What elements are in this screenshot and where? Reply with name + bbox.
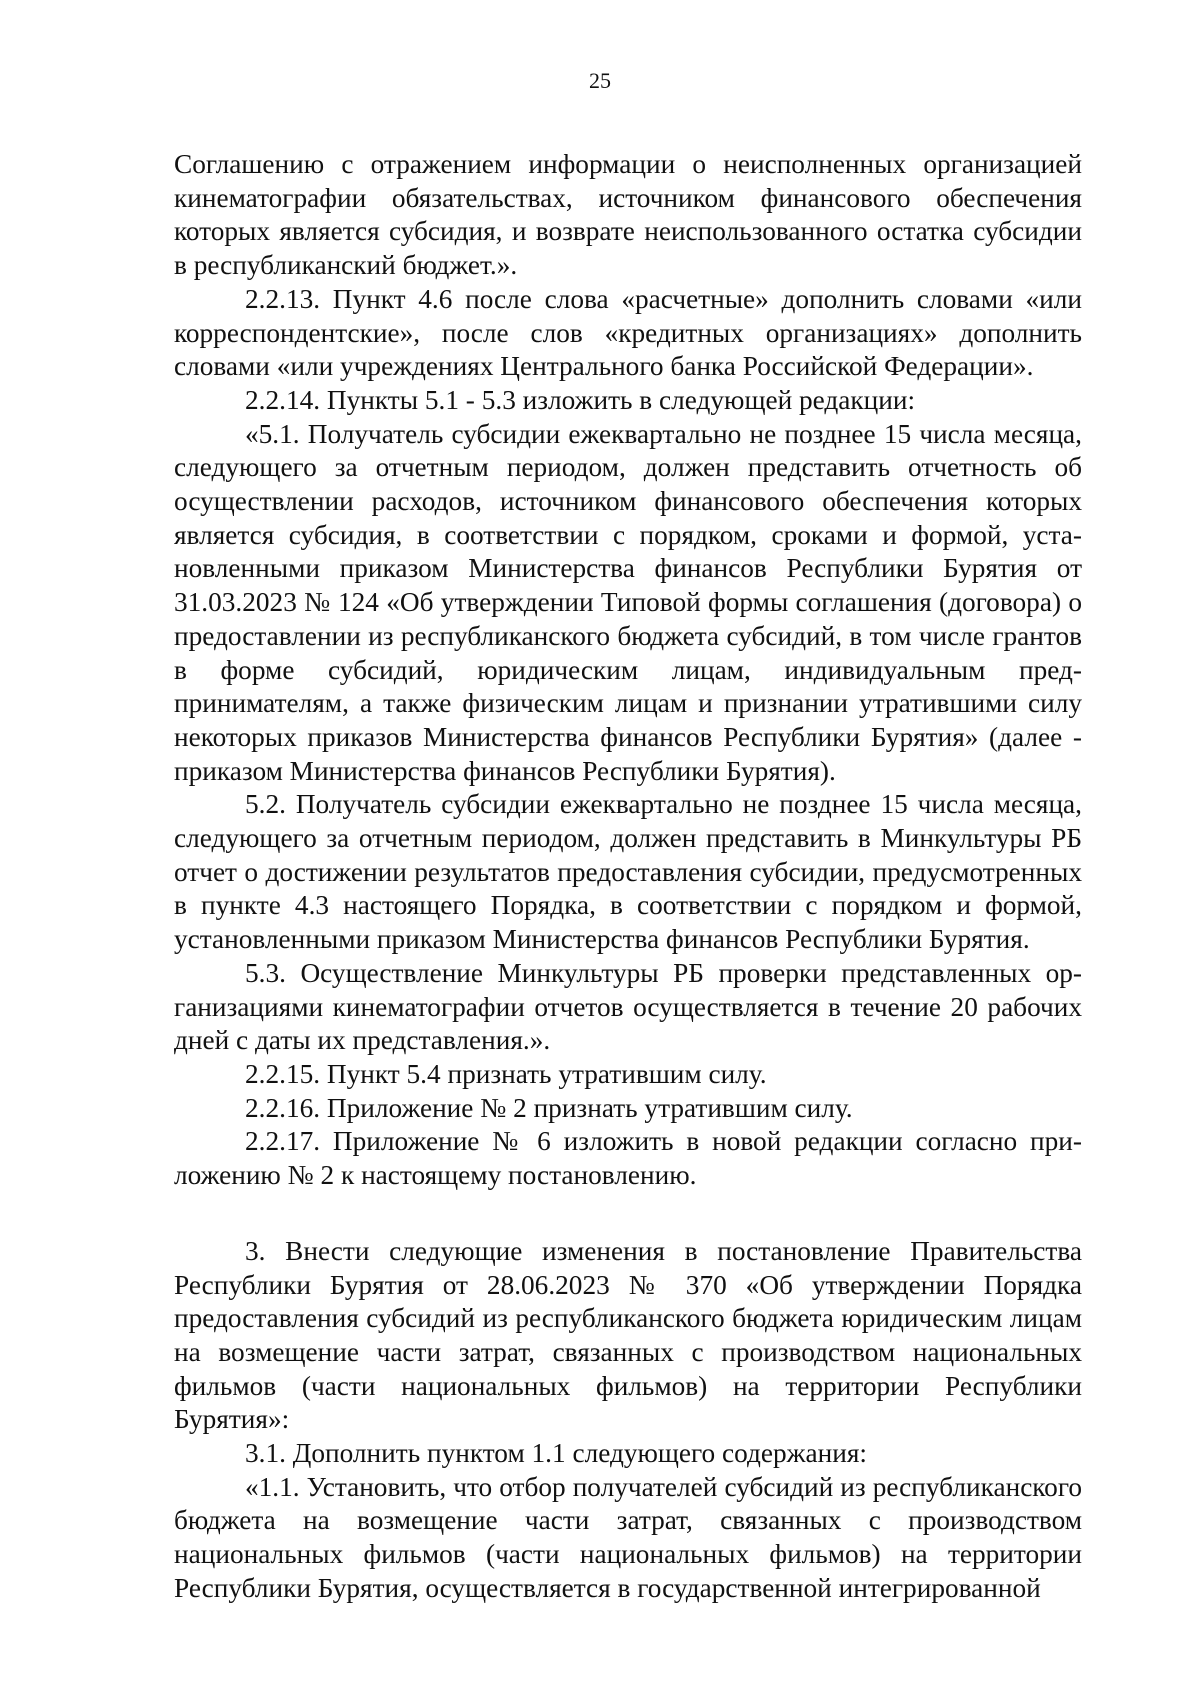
paragraph-2-2-13: 2.2.13. Пункт 4.6 после слова «расчетные» дополнить словами «или корреспондентские», после слов «кредитных организациях» дополнить словами «или учреждениях Центрального банка Российской Федерации».	[174, 283, 1082, 382]
paragraph-5-1: «5.1. Получатель субсидии ежеквартально не позднее 15 числа месяца, следующего за отчетным периодом, должен представить отчетность об осуществлении расходов, источником финансового обеспечения которых является субсидия, в соответствии с порядком, сроками и формой, установленными приказом Министерства финансов Республики Бурятия от 31.03.2023 № 124 «Об утверждении Типовой формы соглашения (договора) о предоставлении из республиканского бюджета субсидий, в том числе грантов в форме субсидий, юридическим лицам, индивидуальным предпринимателям, а также физическим лицам и признании утратившими силу некоторых приказов Министерства финансов Республики Бурятия» (далее - приказом Министерства финансов Республики Бурятия).	[174, 418, 1082, 786]
paragraph-3: 3. Внести следующие изменения в постановление Правительства Республики Бурятия от 28.06.2023 № 370 «Об утверждении Порядка предоставления субсидий из республиканского бюджета юридическим лицам на возмещение части затрат, связанных с производством национальных фильмов (части национальных фильмов) на территории Республики Бурятия»:	[174, 1235, 1082, 1435]
paragraph-5-2: 5.2. Получатель субсидии ежеквартально не позднее 15 числа месяца, следующего за отчетным периодом, должен представить в Минкультуры РБ отчет о достижении результатов предоставления субсидии, предусмотренных в пункте 4.3 настоящего Порядка, в соответствии с порядком и формой, установленными приказом Министерства финансов Республики Бурятия.	[174, 789, 1082, 955]
paragraph-1-1: «1.1. Установить, что отбор получателей субсидий из республиканского бюджета на возмещение части затрат, связанных с производством национальных фильмов (части национальных фильмов) на территории Республики Бурятия, осуществляется в государственной интегрированной	[174, 1471, 1082, 1603]
document-body	[174, 148, 1082, 1606]
paragraph-3-1: 3.1. Дополнить пунктом 1.1 следующего содержания:	[245, 1438, 867, 1469]
page-number: 25	[589, 68, 611, 93]
paragraph-2-2-17: 2.2.17. Приложение № 6 изложить в новой редакции согласно приложению № 2 к настоящему постановлению.	[174, 1126, 1082, 1191]
paragraph-2-2-15: 2.2.15. Пункт 5.4 признать утратившим силу.	[245, 1058, 767, 1089]
paragraph-2-2-16: 2.2.16. Приложение № 2 признать утратившим силу.	[245, 1092, 853, 1123]
paragraph-5-3: 5.3. Осуществление Минкультуры РБ проверки представленных организациями кинематографии отчетов осуществляется в течение 20 рабочих дней с даты их представления.».	[174, 957, 1082, 1056]
paragraph-continuation: Соглашению с отражением информации о неисполненных организацией кинематографии обязательствах, источником финансового обеспечения которых является субсидия, и возврате неиспользованного остатка субсидии в республиканский бюджет.».	[174, 149, 1082, 281]
paragraph-2-2-14: 2.2.14. Пункты 5.1 - 5.3 изложить в следующей редакции:	[245, 384, 916, 415]
section-gap	[174, 1193, 1082, 1235]
